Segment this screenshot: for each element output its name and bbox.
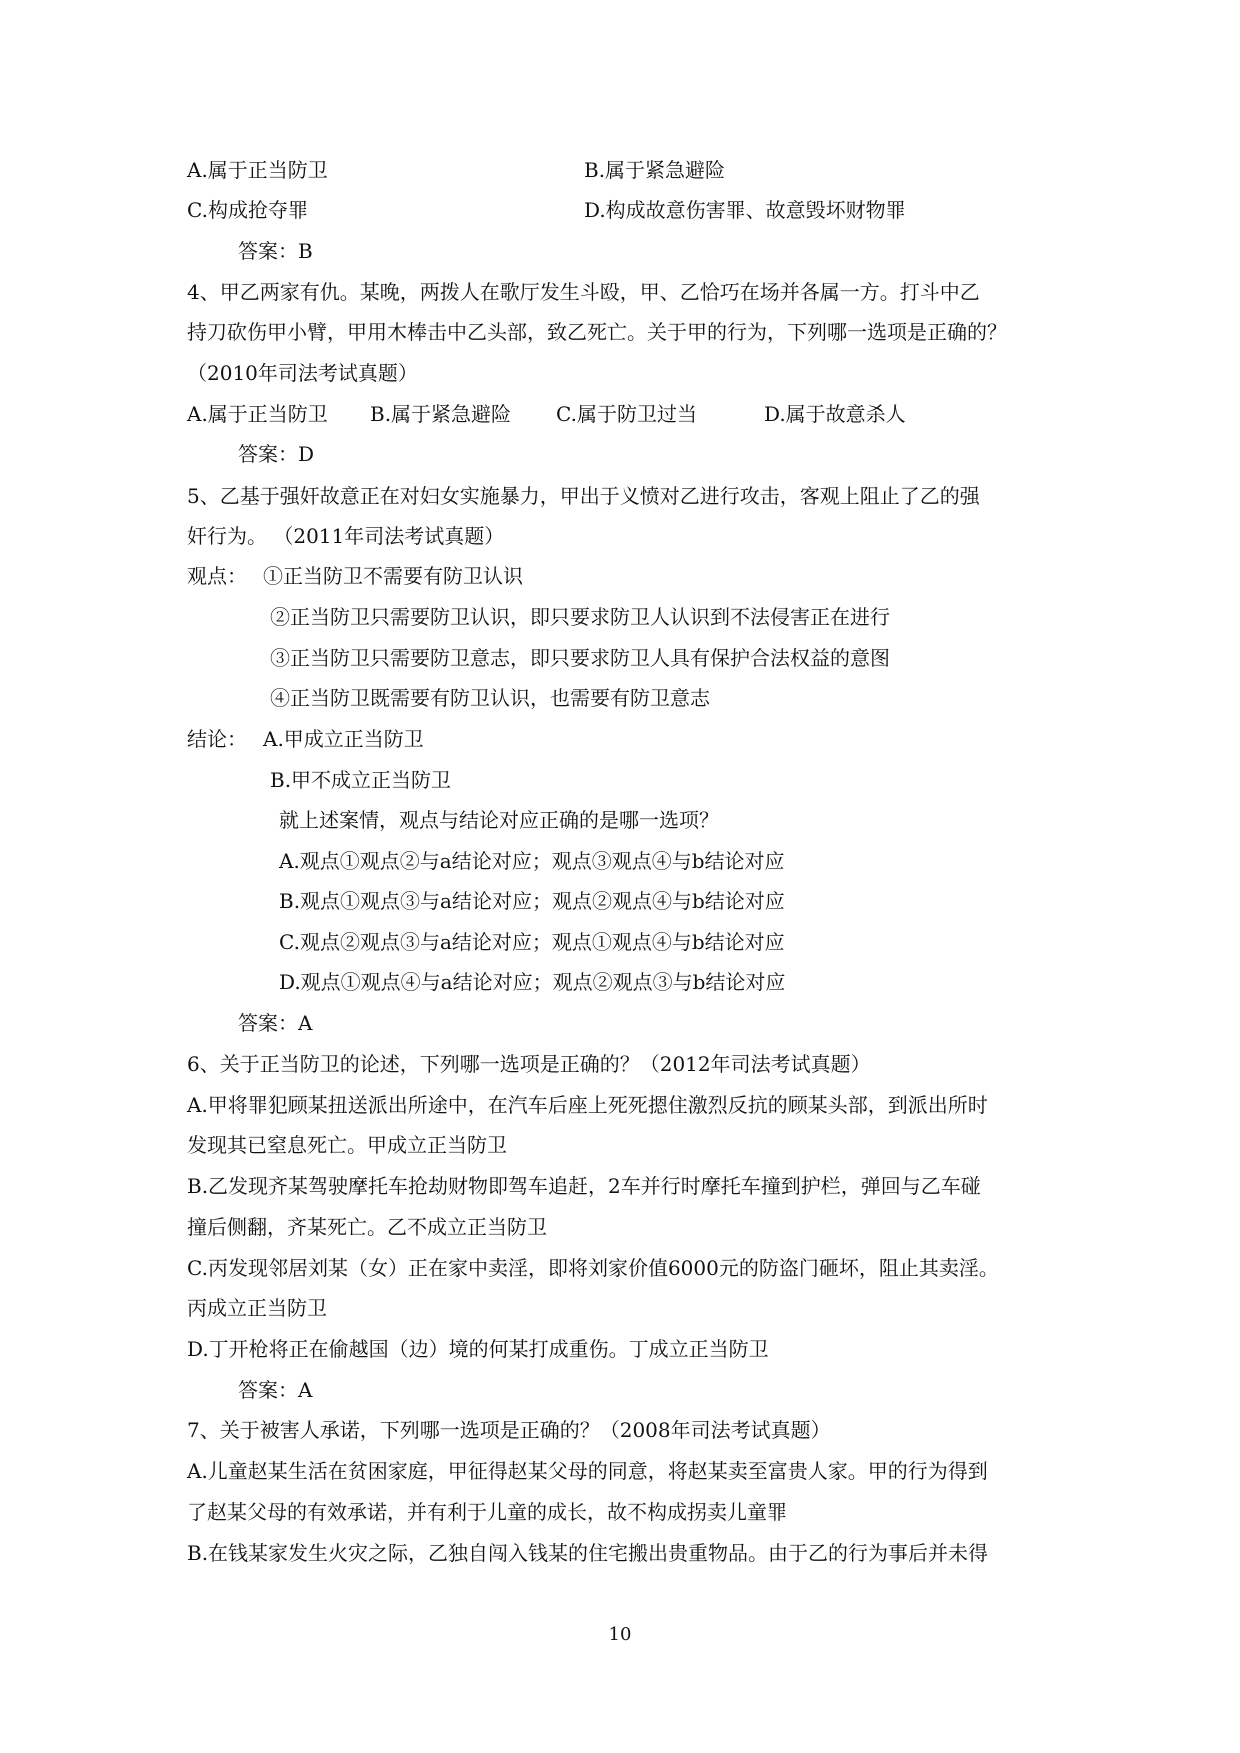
q5-view-2: ②正当防卫只需要防卫认识，即只要求防卫人认识到不法侵害正在进行 xyxy=(270,605,890,629)
q5-stem-line-2: 奸行为。 （2011年司法考试真题） xyxy=(187,524,505,548)
q3-option-c: C.构成抢夺罪 xyxy=(187,198,308,222)
q5-option-b: B.观点①观点③与a结论对应；观点②观点④与b结论对应 xyxy=(279,889,785,913)
q4-answer: 答案：D xyxy=(238,442,315,466)
q5-views-label: 观点： xyxy=(187,564,247,588)
q7-option-a-line-2: 了赵某父母的有效承诺，并有利于儿童的成长，故不构成拐卖儿童罪 xyxy=(187,1500,787,1524)
q5-view-1: ①正当防卫不需要有防卫认识 xyxy=(263,564,523,588)
page-number: 10 xyxy=(608,1624,632,1645)
q4-option-d: D.属于故意杀人 xyxy=(764,402,906,426)
q6-option-a-line-1: A.甲将罪犯顾某扭送派出所途中，在汽车后座上死死摁住激烈反抗的顾某头部，到派出所时 xyxy=(187,1093,988,1117)
q7-stem: 7、关于被害人承诺，下列哪一选项是正确的？（2008年司法考试真题） xyxy=(187,1418,831,1442)
q6-stem: 6、关于正当防卫的论述，下列哪一选项是正确的？（2012年司法考试真题） xyxy=(187,1052,871,1076)
q7-option-a-line-1: A.儿童赵某生活在贫困家庭，甲征得赵某父母的同意，将赵某卖至富贵人家。甲的行为得到 xyxy=(187,1459,988,1483)
q7-option-b-line-1: B.在钱某家发生火灾之际，乙独自闯入钱某的住宅搬出贵重物品。由于乙的行为事后并未得 xyxy=(187,1541,989,1565)
q4-option-a: A.属于正当防卫 xyxy=(187,402,328,426)
q5-view-3: ③正当防卫只需要防卫意志，即只要求防卫人具有保护合法权益的意图 xyxy=(270,646,890,670)
q4-stem-line-3: （2010年司法考试真题） xyxy=(187,361,418,385)
q6-option-b-line-1: B.乙发现齐某驾驶摩托车抢劫财物即驾车追赶，2车并行时摩托车撞到护栏，弹回与乙车碰 xyxy=(187,1174,981,1198)
q5-answer: 答案：A xyxy=(238,1011,313,1035)
q5-option-c: C.观点②观点③与a结论对应；观点①观点④与b结论对应 xyxy=(279,930,785,954)
q6-option-c-line-2: 丙成立正当防卫 xyxy=(187,1296,327,1320)
q3-option-b: B.属于紧急避险 xyxy=(584,158,726,182)
q5-conclusion-a: A.甲成立正当防卫 xyxy=(263,727,424,751)
q5-view-4: ④正当防卫既需要有防卫认识，也需要有防卫意志 xyxy=(270,686,710,710)
q6-option-a-line-2: 发现其已窒息死亡。甲成立正当防卫 xyxy=(187,1133,507,1157)
q6-option-d: D.丁开枪将正在偷越国（边）境的何某打成重伤。丁成立正当防卫 xyxy=(187,1337,769,1361)
q4-stem-line-2: 持刀砍伤甲小臂，甲用木棒击中乙头部，致乙死亡。关于甲的行为，下列哪一选项是正确的？ xyxy=(187,320,1007,344)
q5-question: 就上述案情，观点与结论对应正确的是哪一选项？ xyxy=(279,808,719,832)
q6-answer: 答案：A xyxy=(238,1378,313,1402)
q4-option-c: C.属于防卫过当 xyxy=(556,402,697,426)
q6-option-b-line-2: 撞后侧翻，齐某死亡。乙不成立正当防卫 xyxy=(187,1215,547,1239)
q3-option-a: A.属于正当防卫 xyxy=(187,158,328,182)
q5-stem-line-1: 5、乙基于强奸故意正在对妇女实施暴力，甲出于义愤对乙进行攻击，客观上阻止了乙的强 xyxy=(187,484,980,508)
q3-answer: 答案：B xyxy=(238,239,313,263)
q3-option-d: D.构成故意伤害罪、故意毁坏财物罪 xyxy=(584,198,906,222)
q5-option-a: A.观点①观点②与a结论对应；观点③观点④与b结论对应 xyxy=(279,849,785,873)
q5-option-d: D.观点①观点④与a结论对应；观点②观点③与b结论对应 xyxy=(279,970,786,994)
q5-conclusion-b: B.甲不成立正当防卫 xyxy=(270,768,452,792)
q5-conclusion-label: 结论： xyxy=(187,727,247,751)
q4-option-b: B.属于紧急避险 xyxy=(370,402,512,426)
q4-stem-line-1: 4、甲乙两家有仇。某晚，两拨人在歌厅发生斗殴，甲、乙恰巧在场并各属一方。打斗中乙 xyxy=(187,280,980,304)
q6-option-c-line-1: C.丙发现邻居刘某（女）正在家中卖淫，即将刘家价值6000元的防盗门砸坏，阻止其卖淫。 xyxy=(187,1256,999,1280)
